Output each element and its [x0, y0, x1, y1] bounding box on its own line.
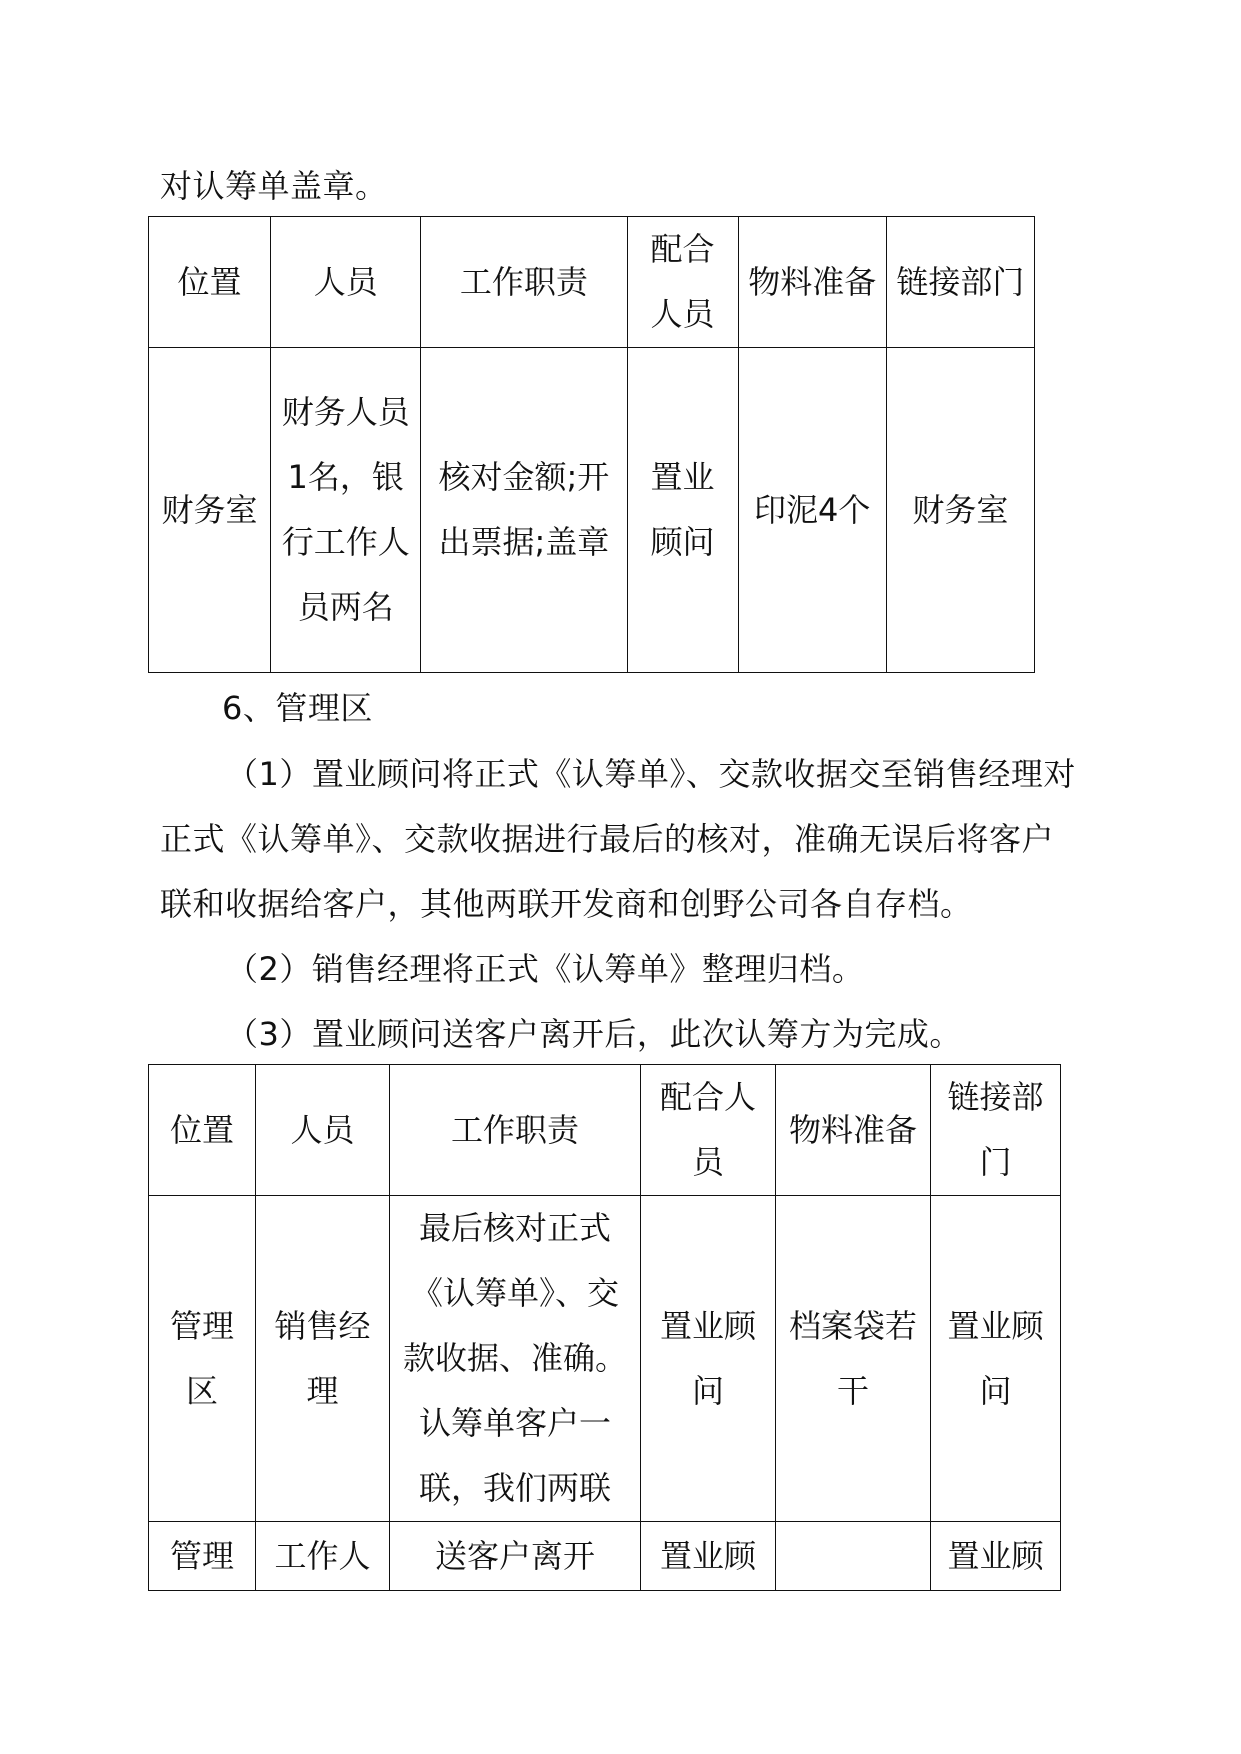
paragraph-line: 联和收据给客户，其他两联开发商和创野公司各自存档。 [160, 885, 973, 923]
table-cell: 印泥4个 [738, 348, 886, 673]
paragraph-line: （1）置业顾问将正式《认筹单》、交款收据交至销售经理对 [226, 755, 1076, 793]
header-cell: 链接部门 [931, 1065, 1061, 1196]
header-cell: 物料准备 [738, 217, 886, 348]
table-row [149, 348, 1035, 673]
table-row [149, 1196, 1061, 1522]
table-cell: 核对金额;开出票据;盖章 [421, 348, 627, 673]
table-header-row [149, 1065, 1061, 1196]
table-cell: 工作人 [256, 1522, 390, 1591]
table-cell: 最后核对正式《认筹单》、交款收据、准确。认筹单客户一联，我们两联 [390, 1196, 641, 1522]
header-cell: 配合人员 [627, 217, 738, 348]
table-cell: 销售经理 [256, 1196, 390, 1522]
table-cell: 送客户离开 [390, 1522, 641, 1591]
section-heading: 6、管理区 [222, 689, 373, 727]
table-cell: 档案袋若干 [776, 1196, 931, 1522]
table-header-row [149, 217, 1035, 348]
table-cell: 管理区 [149, 1196, 256, 1522]
header-cell: 人员 [256, 1065, 390, 1196]
header-cell: 工作职责 [421, 217, 627, 348]
table-cell [776, 1522, 931, 1591]
table-row [149, 1522, 1061, 1591]
header-cell: 位置 [149, 217, 271, 348]
header-cell: 人员 [271, 217, 421, 348]
header-cell: 位置 [149, 1065, 256, 1196]
header-cell: 物料准备 [776, 1065, 931, 1196]
table-cell: 置业顾问 [931, 1196, 1061, 1522]
header-cell: 配合人员 [641, 1065, 776, 1196]
staff-table-management [148, 1064, 1061, 1591]
staff-table-finance [148, 216, 1035, 673]
table-cell: 财务人员1名，银行工作人员两名 [271, 348, 421, 673]
paragraph-line: （2）销售经理将正式《认筹单》整理归档。 [226, 950, 865, 988]
text-line: 对认筹单盖章。 [160, 167, 388, 205]
table-cell: 置业顾 [931, 1522, 1061, 1591]
header-cell: 链接部门 [886, 217, 1034, 348]
table-cell: 管理 [149, 1522, 256, 1591]
table-cell: 置业顾问 [627, 348, 738, 673]
table-cell: 置业顾问 [641, 1196, 776, 1522]
paragraph-line: （3）置业顾问送客户离开后，此次认筹方为完成。 [226, 1015, 962, 1053]
table-cell: 财务室 [149, 348, 271, 673]
header-cell: 工作职责 [390, 1065, 641, 1196]
paragraph-line: 正式《认筹单》、交款收据进行最后的核对，准确无误后将客户 [160, 820, 1055, 858]
table-cell: 置业顾 [641, 1522, 776, 1591]
table-cell: 财务室 [886, 348, 1034, 673]
